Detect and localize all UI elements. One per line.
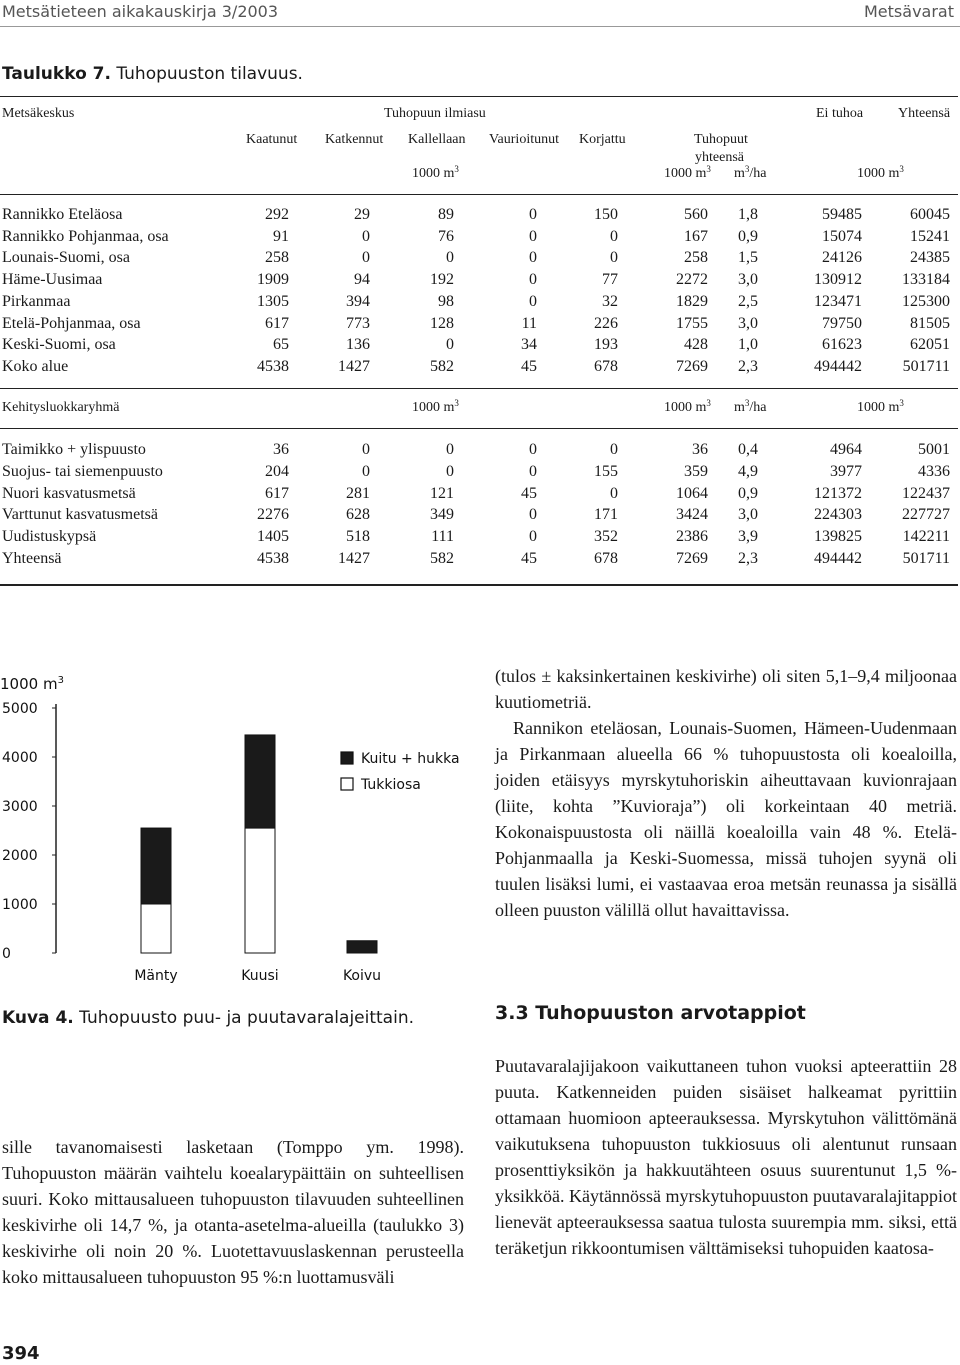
table-cell: 226 [594, 314, 618, 332]
table-cell: 3424 [676, 506, 708, 524]
legend-label: Kuitu + hukka [361, 751, 460, 767]
unit-1: 1000 $m^3$ [412, 164, 459, 181]
table-cell: 678 [594, 357, 618, 375]
table-cell: 224303 [814, 506, 862, 524]
table-cell: 1,8 [738, 206, 758, 223]
table-cell: 3977 [830, 462, 862, 480]
table-cell: 582 [430, 550, 454, 567]
category-label: Koivu [342, 968, 382, 984]
table-cell: 15241 [910, 227, 950, 245]
table-cell: 76 [438, 227, 454, 245]
col-tuhopuut-line1: Tuhopuut [694, 132, 748, 147]
running-header [0, 0, 960, 26]
row-label: Varttunut kasvatusmetsä [2, 506, 158, 524]
table-cell: 0 [529, 506, 537, 524]
col-korjattu: Korjattu [579, 132, 626, 147]
region-row [0, 358, 958, 378]
table-cell: 349 [430, 506, 454, 524]
row-label: Häme-Uusimaa [2, 271, 103, 289]
bar-chart [0, 665, 470, 995]
row-label: Nuori kasvatusmetsä [2, 484, 136, 502]
table-cell: 773 [346, 314, 370, 332]
table-cell: 0 [610, 441, 618, 458]
table-cell: 11 [521, 314, 537, 332]
table-cell: 1064 [676, 484, 708, 502]
table-cell: 167 [684, 227, 708, 245]
class-row [0, 485, 958, 505]
table-cell: 121372 [814, 484, 862, 502]
header-undamaged: Ei tuhoa [816, 106, 864, 121]
table-cell: 142211 [902, 528, 950, 546]
table-cell: 0 [529, 227, 537, 245]
table-cell: 0,4 [738, 441, 758, 458]
table-cell: 2386 [676, 528, 708, 546]
table-cell: 352 [594, 528, 618, 546]
col-vaurioitunut: Vaurioitunut [489, 132, 559, 147]
class-row [0, 550, 958, 570]
header-appearance: Tuhopuun ilmiasu [384, 106, 486, 121]
table-cell: 59485 [822, 206, 862, 223]
header-total: Yhteensä [898, 106, 951, 121]
mid-rule-1 [0, 388, 958, 389]
class-row [0, 463, 958, 483]
region-row [0, 315, 958, 335]
table-title [2, 64, 303, 84]
region-row [0, 293, 958, 313]
table-cell: 501711 [902, 550, 950, 567]
table-cell: 91 [273, 227, 289, 245]
class-row [0, 441, 958, 461]
unit2-3: 1000 $m^3$ [857, 398, 904, 415]
table-cell: 0 [529, 249, 537, 267]
table-cell: 1305 [257, 292, 289, 310]
table-cell: 125300 [902, 292, 950, 310]
table-cell: 0 [529, 441, 537, 458]
table-cell: 79750 [822, 314, 862, 332]
table-cell: 258 [265, 249, 289, 267]
table-cell: 292 [265, 206, 289, 223]
table-cell: 0 [610, 227, 618, 245]
row-label: Koko alue [2, 357, 69, 375]
table-cell: 617 [265, 314, 289, 332]
section-heading: 3.3 Tuhopuuston arvotappiot [495, 1002, 806, 1024]
bar-tukkiosa-0 [141, 904, 171, 953]
table-top-rule [0, 96, 958, 97]
figure-caption-label: Kuva 4. [2, 1008, 74, 1028]
table-cell: 139825 [814, 528, 862, 546]
page-number: 394 [2, 1343, 40, 1364]
y-tick-label: 4000 [2, 750, 38, 766]
table-cell: 0 [610, 249, 618, 267]
table-cell: 0 [446, 336, 454, 354]
table-cell: 121 [430, 484, 454, 502]
row-label: Yhteensä [2, 550, 62, 567]
table-cell: 98 [438, 292, 454, 310]
table-cell: 61623 [822, 336, 862, 354]
y-tick-label: 5000 [2, 701, 38, 717]
table-cell: 0 [362, 441, 370, 458]
table-cell: 2272 [676, 271, 708, 289]
table-cell: 3,9 [738, 528, 758, 546]
table-cell: 4964 [830, 441, 862, 458]
table-cell: 518 [346, 528, 370, 546]
table-cell: 1755 [676, 314, 708, 332]
row-label: Uudistuskypsä [2, 528, 97, 546]
table-cell: 34 [521, 336, 537, 354]
table-cell: 5001 [918, 441, 950, 458]
y-axis-label: 1000 $m^3$ [0, 675, 64, 693]
table-cell: 560 [684, 206, 708, 223]
table-cell: 678 [594, 550, 618, 567]
table-cell: 0 [362, 462, 370, 480]
table-cell: 1,5 [738, 249, 758, 267]
table-cell: 155 [594, 462, 618, 480]
table-cell: 4336 [918, 462, 950, 480]
table-cell: 171 [594, 506, 618, 524]
table-cell: 494442 [814, 357, 862, 375]
table-cell: 227727 [902, 506, 950, 524]
table-cell: 32 [602, 292, 618, 310]
table-cell: 3,0 [738, 314, 758, 332]
bar-tukkiosa-1 [245, 828, 275, 953]
table-cell: 0 [529, 462, 537, 480]
table-cell: 494442 [814, 550, 862, 567]
table-cell: 0 [446, 249, 454, 267]
table-cell: 29 [354, 206, 370, 223]
table-cell: 89 [438, 206, 454, 223]
table-cell: 111 [431, 528, 454, 546]
table-cell: 4,9 [738, 462, 758, 480]
table-cell: 81505 [910, 314, 950, 332]
class-row [0, 528, 958, 548]
unit2-1: 1000 $m^3$ [412, 398, 459, 415]
table-cell: 192 [430, 271, 454, 289]
table-cell: 1,0 [738, 336, 758, 354]
table-cell: 36 [692, 441, 708, 458]
y-tick-label: 1000 [2, 897, 38, 913]
table-cell: 123471 [814, 292, 862, 310]
table-cell: 45 [521, 357, 537, 375]
col-katkennut: Katkennut [325, 132, 384, 147]
table-cell: 1427 [338, 550, 370, 567]
table-cell: 7269 [676, 357, 708, 375]
unit-ha: $m^3/ha$ [734, 164, 767, 181]
table-cell: 0 [362, 227, 370, 245]
table-cell: 0 [610, 484, 618, 502]
legend-swatch [341, 752, 353, 764]
table-cell: 136 [346, 336, 370, 354]
table-cell: 2,3 [738, 550, 758, 567]
row-label: Pirkanmaa [2, 292, 71, 310]
header-rule [0, 26, 960, 27]
table-cell: 281 [346, 484, 370, 502]
table-cell: 0,9 [738, 227, 758, 245]
table-cell: 65 [273, 336, 289, 354]
y-tick-label: 2000 [2, 848, 38, 864]
region-row [0, 206, 958, 226]
table-cell: 150 [594, 206, 618, 223]
table-cell: 617 [265, 484, 289, 502]
col-kallellaan: Kallellaan [408, 132, 466, 147]
table-bottom-rule [0, 584, 958, 586]
row-label: Keski-Suomi, osa [2, 336, 116, 354]
right-paragraph-1: (tulos ± kaksinkertainen keskivirhe) oli siten 5,1–9,4 miljoonaa kuutiometriä. [495, 666, 957, 712]
bar-kuitu-1 [245, 735, 275, 828]
class-row [0, 506, 958, 526]
table-cell: 2,5 [738, 292, 758, 310]
table-cell: 0 [362, 249, 370, 267]
figure-caption [2, 1008, 414, 1028]
right-paragraph-3: Puutavaralajijakoon vaikuttaneen tuhon vuoksi apteerattiin 28 puuta. Katkenneiden puiden sisäiset halkeamat pyrittiin ottamaan huomioon apteerauksessa. Myrskytuhon välittömänä vaikutuksena tuhopuuston tukkiosuus oli alentunut runsaan prosenttiyksikön ja hakkuutähteen osuus suurentunut 1,5 %-yksikköä. Käytännössä myrskytuhopuuston puutavaralajitappiot lienevät apteerauksessa saatua tulosta suurempia mm. siksi, että teräketjun rikkoontumisen välttämiseksi tuhopuiden kaatosa- [495, 1056, 957, 1258]
table-cell: 0 [529, 206, 537, 223]
table-cell: 3,0 [738, 506, 758, 524]
journal-title: Metsätieteen aikakauskirja 3/2003 [2, 2, 279, 21]
table-cell: 582 [430, 357, 454, 375]
region-row [0, 249, 958, 269]
table-cell: 1829 [676, 292, 708, 310]
table-cell: 2276 [257, 506, 289, 524]
table-cell: 94 [354, 271, 370, 289]
table-title-text: Tuhopuuston tilavuus. [110, 64, 303, 84]
table-cell: 0 [446, 462, 454, 480]
right-paragraph-2: Rannikon eteläosan, Lounais-Suomen, Hämeen-Uudenmaan ja Pirkanmaan alueella 66 % tuhopuustosta oli koealoilla, joiden etäisyys myrskytuhoriskin aiheuttavaan kuvionrajaan (liite, kohta ”Kuvioraja”) oli korkeintaan 40 metriä. Kokonaispuustosta oli näillä koealoilla vain 48 %. Etelä-Pohjanmaalla ja Keski-Suomessa, missä tuhojen syynä oli tuulen lisäksi lumi, ei vastaavaa eroa metsän reunassa ja sisällä olleen puuston välillä ollut havaittavissa. [495, 718, 957, 920]
right-body-text-bottom [495, 1053, 957, 1261]
row-label: Etelä-Pohjanmaa, osa [2, 314, 141, 332]
table-cell: 4538 [257, 550, 289, 567]
header-bottom-rule [0, 194, 958, 195]
table-cell: 122437 [902, 484, 950, 502]
table-cell: 15074 [822, 227, 862, 245]
table-cell: 394 [346, 292, 370, 310]
table-cell: 24126 [822, 249, 862, 267]
table-cell: 1427 [338, 357, 370, 375]
bar-kuitu-2 [347, 941, 377, 953]
row-label: Rannikko Pohjanmaa, osa [2, 227, 169, 245]
unit-2: 1000 $m^3$ [664, 164, 711, 181]
table-cell: 1909 [257, 271, 289, 289]
unit-3: 1000 $m^3$ [857, 164, 904, 181]
mid-rule-2 [0, 428, 958, 429]
table-cell: 133184 [902, 271, 950, 289]
table-cell: 628 [346, 506, 370, 524]
y-tick-label: 3000 [2, 799, 38, 815]
category-label: Kuusi [241, 968, 279, 984]
bar-kuitu-0 [141, 828, 171, 904]
header-region: Metsäkeskus [2, 106, 75, 121]
table-cell: 128 [430, 314, 454, 332]
table-cell: 7269 [676, 550, 708, 567]
header-class: Kehitysluokkaryhmä [2, 400, 120, 415]
region-row [0, 228, 958, 248]
table-cell: 0 [529, 528, 537, 546]
section-name: Metsävarat [864, 2, 954, 21]
table-cell: 428 [684, 336, 708, 354]
col-kaatunut: Kaatunut [246, 132, 298, 147]
table-cell: 2,3 [738, 357, 758, 375]
legend-swatch [341, 778, 353, 790]
row-label: Taimikko + ylispuusto [2, 441, 146, 458]
table-cell: 0 [529, 292, 537, 310]
table-cell: 0,9 [738, 484, 758, 502]
table-cell: 0 [529, 271, 537, 289]
row-label: Rannikko Eteläosa [2, 206, 123, 223]
row-label: Suojus- tai siemenpuusto [2, 462, 163, 480]
left-body-text [2, 1134, 464, 1290]
table-cell: 193 [594, 336, 618, 354]
unit2-ha: $m^3/ha$ [734, 398, 767, 415]
table-cell: 24385 [910, 249, 950, 267]
region-row [0, 336, 958, 356]
table-cell: 0 [446, 441, 454, 458]
unit2-2: 1000 $m^3$ [664, 398, 711, 415]
row-label: Lounais-Suomi, osa [2, 249, 130, 267]
table-title-label: Taulukko 7. [2, 64, 111, 84]
table-cell: 62051 [910, 336, 950, 354]
table-cell: 501711 [902, 357, 950, 375]
table-cell: 77 [602, 271, 618, 289]
table-cell: 3,0 [738, 271, 758, 289]
category-label: Mänty [134, 968, 178, 984]
right-body-text-top [495, 663, 957, 923]
y-tick-label: 0 [2, 946, 11, 962]
table-cell: 36 [273, 441, 289, 458]
table-cell: 4538 [257, 357, 289, 375]
region-row [0, 271, 958, 291]
table-cell: 130912 [814, 271, 862, 289]
figure-caption-text: Tuhopuusto puu- ja puutavaralajeittain. [73, 1008, 414, 1028]
table-cell: 258 [684, 249, 708, 267]
col-tuhopuut-line2: yhteensä [695, 150, 744, 165]
table-cell: 359 [684, 462, 708, 480]
table-cell: 60045 [910, 206, 950, 223]
table-cell: 45 [521, 484, 537, 502]
legend-label: Tukkiosa [361, 777, 421, 793]
left-paragraph: sille tavanomaisesti lasketaan (Tomppo ym. 1998). Tuhopuuston määrän vaihtelu koealarypäittäin on suhteellisen suuri. Koko mittausalueen tuhopuuston tilavuuden suhteellinen keskivirhe oli 14,7 %, ja otanta-asetelma-alueilla (taulukko 3) keskivirhe oli noin 20 %. Luotettavuuslaskennan perusteella koko mittausalueen tuhopuuston 95 %:n luottamusväli [2, 1137, 464, 1287]
table-cell: 45 [521, 550, 537, 567]
table-cell: 204 [265, 462, 289, 480]
table-cell: 1405 [257, 528, 289, 546]
